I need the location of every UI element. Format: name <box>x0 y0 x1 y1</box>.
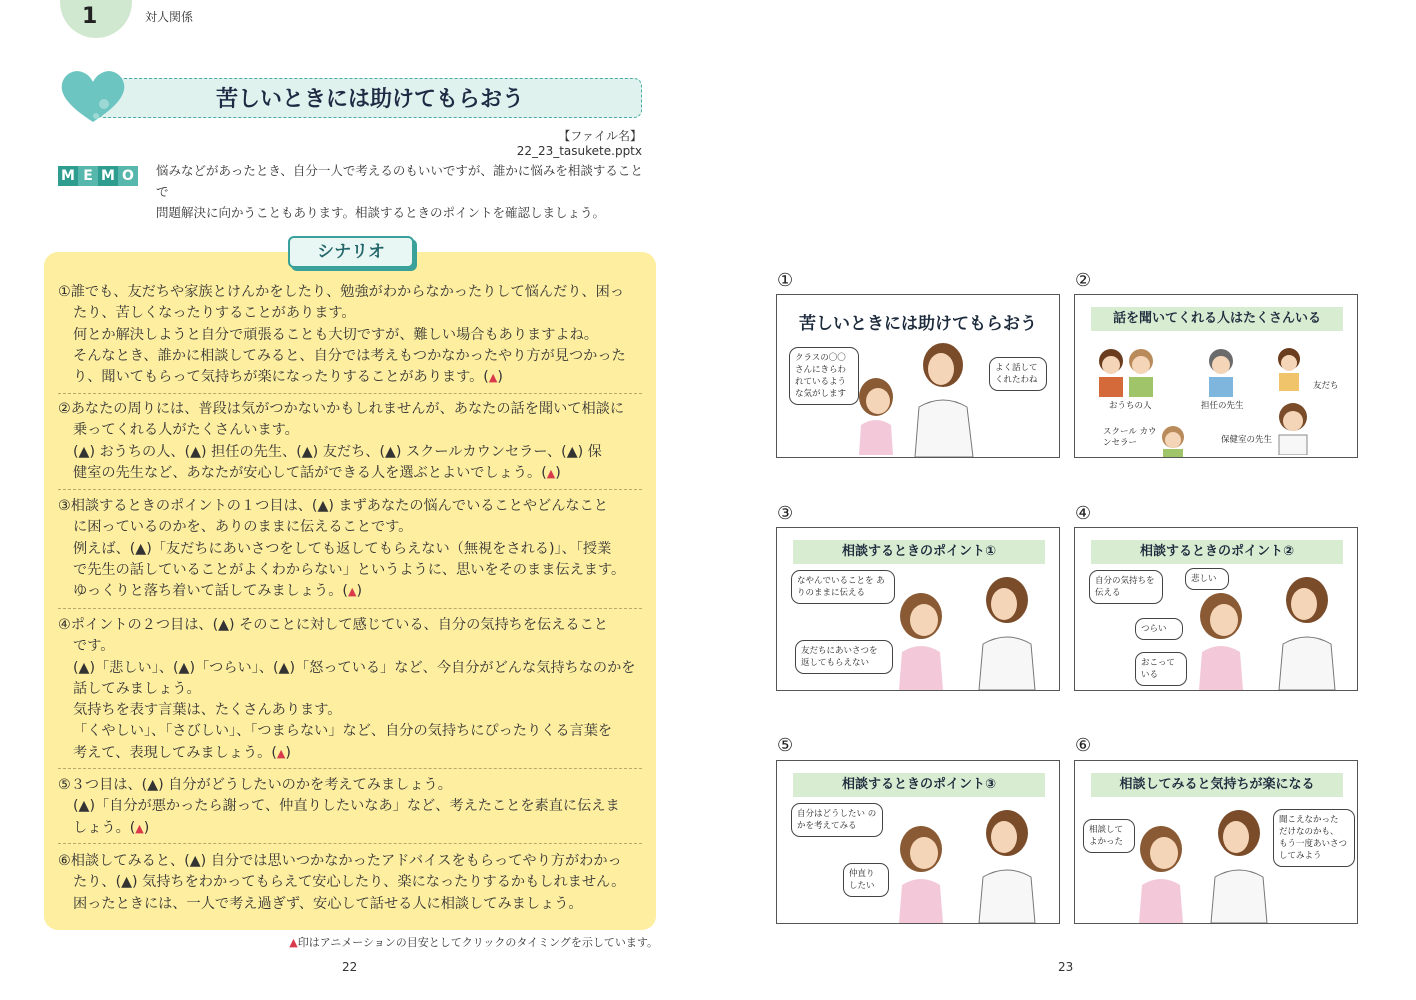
slide-1 <box>776 294 1060 458</box>
speech-bubble: おこって いる <box>1135 652 1187 686</box>
scenario-line: ②あなたの周りには、普段は気がつかないかもしれませんが、あなたの話を聞いて相談に <box>58 401 625 417</box>
scenario-line: たり、(▲) 気持ちをわかってもらえて安心したり、楽になったりするかもしれません。 <box>73 874 626 891</box>
slide-title: 相談するときのポイント② <box>1091 540 1343 564</box>
slide-number: ② <box>1075 270 1092 291</box>
speech-bubble: 友だちにあいさつを 返してもらえない <box>795 640 893 674</box>
slide-5 <box>776 760 1060 924</box>
teacher-illustration <box>1271 574 1341 690</box>
scenario-paragraph-2 <box>58 399 644 484</box>
memo-logo <box>58 160 138 186</box>
scenario-line: ⑤３つ目は、(▲) 自分がどうしたいのかを考えてみましょう。 <box>58 777 452 793</box>
speech-bubble: よく話して くれたわね <box>989 357 1047 391</box>
scenario-paragraph-1 <box>58 282 644 388</box>
girl-illustration <box>1193 590 1249 690</box>
speech-bubble: なやんでいることを ありのままに伝える <box>791 570 895 604</box>
speech-bubble: 相談して よかった <box>1083 819 1135 853</box>
slide-title: 相談するときのポイント① <box>793 540 1045 564</box>
slide-4 <box>1074 527 1358 691</box>
scenario-paragraph-6 <box>58 851 644 915</box>
memo-letter: O <box>118 166 138 186</box>
slide-2 <box>1074 294 1358 458</box>
chapter-title: 対人関係 <box>145 10 194 24</box>
scenario-line: です。 <box>73 638 115 655</box>
slide-6 <box>1074 760 1358 924</box>
family-illustration <box>1095 343 1159 397</box>
memo-letter: M <box>58 166 78 186</box>
triangle-icon: ▲ <box>347 585 357 599</box>
scenario-line: 困ったときには、一人で考え過ぎず、安心して話せる人に相談してみましょう。 <box>73 895 583 912</box>
scenario-label: シナリオ <box>288 236 414 268</box>
slide-number: ⑤ <box>777 735 794 756</box>
girl-illustration <box>855 375 897 455</box>
girl-illustration <box>893 590 949 690</box>
scenario-line: ①誰でも、友だちや家族とけんかをしたり、勉強がわからなかったりして悩んだり、困っ <box>58 284 625 300</box>
speech-bubble: 聞こえなかった だけなのかも、 もう一度あいさつ してみよう <box>1273 809 1355 867</box>
girl-illustration <box>893 823 949 923</box>
slide-number: ③ <box>777 503 794 524</box>
scenario-line: そんなとき、誰かに相談してみると、自分では考えもつかなかったやり方が見つかった <box>73 347 626 364</box>
filename: 【ファイル名】22_23_tasukete.pptx <box>516 129 642 158</box>
memo-line: 悩みなどがあったとき、自分一人で考えるのもいいですが、誰かに悩みを相談することで <box>156 163 643 199</box>
nurse-illustration <box>1271 399 1315 455</box>
homeroom-teacher-illustration <box>1201 343 1241 397</box>
memo-text <box>156 160 646 223</box>
counselor-illustration <box>1155 425 1191 457</box>
scenario-line: ⑥相談してみると、(▲) 自分では思いつかなかったアドバイスをもらってやり方がわかっ <box>58 853 622 869</box>
scenario-paragraph-4 <box>58 615 644 764</box>
memo-letter: M <box>98 166 118 186</box>
person-label: 保健室の先生 <box>1221 435 1273 445</box>
person-label: 友だち <box>1313 381 1339 391</box>
memo-line: 問題解決に向かうこともあります。相談するときのポイントを確認しましょう。 <box>156 205 606 220</box>
chapter-number: 1 <box>82 4 98 29</box>
divider <box>58 608 642 609</box>
scenario-line: ③相談するときのポイントの１つ目は、(▲) まずあなたの悩んでいることやどんなこと <box>58 498 608 514</box>
person-label: スクール カウンセラー <box>1103 427 1157 448</box>
scenario-line: 気持ちを表す言葉は、たくさんあります。 <box>73 702 342 719</box>
person-label: 担任の先生 <box>1201 401 1244 411</box>
triangle-icon: ▲ <box>289 936 298 949</box>
triangle-icon: ▲ <box>276 746 286 760</box>
scenario-line: 「くやしい」、「さびしい」、「つまらない」など、自分の気持ちにぴったりくる言葉を <box>73 723 613 740</box>
person-label: おうちの人 <box>1109 401 1152 411</box>
scenario-paragraph-5 <box>58 775 644 839</box>
speech-bubble: 悲しい <box>1185 568 1229 590</box>
triangle-icon: ▲ <box>135 821 144 835</box>
teacher-illustration <box>909 341 979 457</box>
slide-number: ④ <box>1075 503 1092 524</box>
scenario-line: 例えば、(▲)「友だちにあいさつをしても返してもらえない（無視をされる)」、「授業 <box>73 540 612 557</box>
page-number-left: 22 <box>342 960 358 974</box>
scenario-line: (▲)「悲しい」、(▲)「つらい」、(▲)「怒っている」など、今自分がどんな気持ちなのかを <box>73 659 636 676</box>
slide-title: 相談するときのポイント③ <box>793 773 1045 797</box>
memo-letter: E <box>78 166 98 186</box>
scenario-line: (▲) おうちの人、(▲) 担任の先生、(▲) 友だち、(▲) スクールカウンセラー、(▲) 保 <box>73 443 602 460</box>
slide-number: ⑥ <box>1075 735 1092 756</box>
scenario-line: 考えて、表現してみましょう。(▲) <box>73 744 291 761</box>
scenario-line: 乗ってくれる人がたくさんいます。 <box>73 422 299 439</box>
divider <box>58 489 642 490</box>
girl-illustration <box>1133 823 1189 923</box>
teacher-illustration <box>971 574 1041 690</box>
divider <box>58 393 642 394</box>
scenario-line: 健室の先生など、あなたが安心して話ができる人を選ぶとよいでしょう。(▲) <box>73 464 561 481</box>
scenario-paragraph-3 <box>58 496 644 602</box>
divider <box>58 843 642 844</box>
scenario-line: 何とか解決しようと自分で頑張ることも大切ですが、難しい場合もありますよね。 <box>73 326 598 343</box>
slide-title: 話を聞いてくれる人はたくさんいる <box>1091 307 1343 331</box>
slide-title: 苦しいときには助けてもらおう <box>799 314 1037 334</box>
friend-illustration <box>1271 343 1307 391</box>
teacher-illustration <box>1203 807 1273 923</box>
speech-bubble: 自分の気持ちを 伝える <box>1089 570 1163 604</box>
scenario-line: 話してみましょう。 <box>73 680 201 697</box>
scenario-line: り、聞いてもらって気持ちが楽になったりすることがあります。(▲) <box>73 369 503 386</box>
scenario-line: しょう。(▲) <box>73 819 150 836</box>
divider <box>58 768 642 769</box>
slide-title: 相談してみると気持ちが楽になる <box>1091 773 1343 797</box>
speech-bubble: クラスの〇〇 さんにきらわ れているよう な気がします <box>789 347 859 405</box>
triangle-icon: ▲ <box>546 466 556 480</box>
speech-bubble: 仲直り したい <box>843 863 889 897</box>
slide-number: ① <box>777 270 794 291</box>
scenario-line: で先生の話していることがよくわからない」というように、思いをそのまま伝えます。 <box>73 561 626 578</box>
slide-3 <box>776 527 1060 691</box>
footnote: ▲印はアニメーションの目安としてクリックのタイミングを示しています。 <box>289 936 658 949</box>
scenario-line: に困っているのかを、ありのままに伝えることです。 <box>73 519 413 536</box>
page-number-right: 23 <box>1058 960 1074 974</box>
scenario-line: ④ポイントの２つ目は、(▲) そのことに対して感じている、自分の気持ちを伝えること <box>58 617 608 633</box>
scenario-line: ゆっくりと落ち着いて話してみましょう。(▲) <box>73 583 362 600</box>
page-title: 苦しいときには助けてもらおう <box>215 87 524 112</box>
scenario-line: たり、苦しくなったりすることがあります。 <box>73 305 356 322</box>
scenario-line: (▲)「自分が悪かったら謝って、仲直りしたいなあ」など、考えたことを素直に伝えま <box>73 798 620 815</box>
teacher-illustration <box>971 807 1041 923</box>
triangle-icon: ▲ <box>488 371 498 385</box>
speech-bubble: 自分はどうしたい のかを考えてみる <box>791 803 883 837</box>
speech-bubble: つらい <box>1135 618 1183 640</box>
